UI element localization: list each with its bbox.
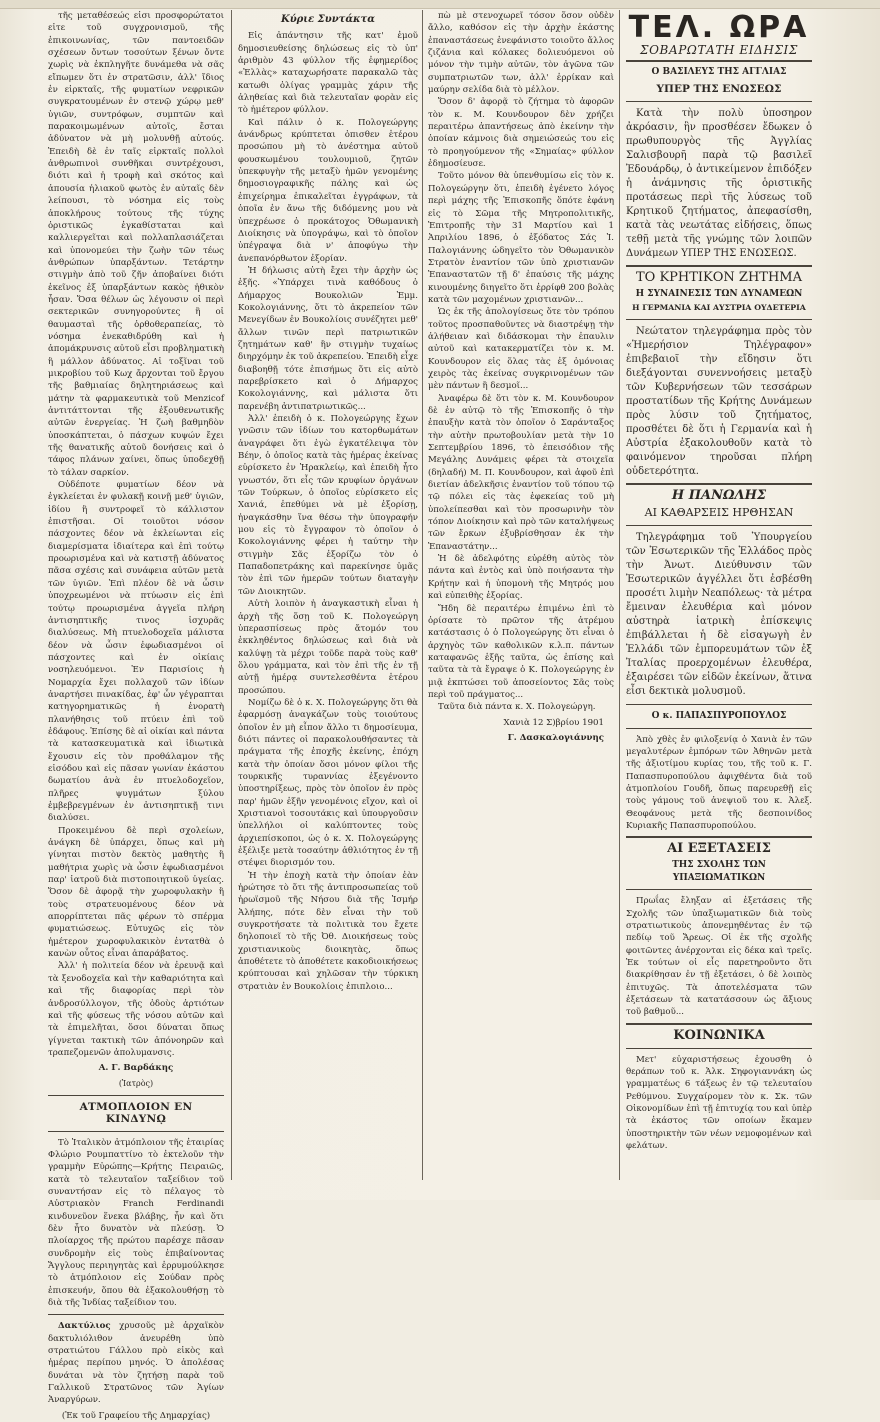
notice-paragraph	[48, 1320, 224, 1406]
letter-paragraph: Τοῦτο μόνον θὰ ὑπενθυμίσω εἰς τὸν κ. Πολογεώργην ὅτι, ἐπειδὴ ἐγένετο λόγος περὶ μάχης τῆς Ἐπισκοπῆς ὅπότε ἐφάνη εἰς τὸ Σῶμα τῆς Μητροπολιτικῆς, Ἐπιτροπῆς τὴν 31 Μαρτίου καὶ 1 Ἀπριλίου 1896, ὁ ἐξόδατος Σάς Ἰ. Παλογιάννης ὠδηγεῖτο τὸν Ὀθωμανικὸν Στρατὸν ἐναντίον τῶν ὑπὸ χριστιανῶν Ἐπαναστατῶν τῇ δ' ἐπαύσις τῆς μάχης κινουμένης διηγεῖτο ὅτι ἐρρίφθ 200 βολὰς κατὰ τῶν μαχομένων χριστιανῶν...	[428, 171, 614, 305]
article-paragraph: Ἀλλ' ἡ πολιτεία δέον νὰ ἐρευνᾷ καὶ τὰ ξενοδοχεῖα καὶ τὴν καθαριότητα καὶ καὶ τῆς διαφορίας περὶ τὸν ἀνδροσύλλογον, τῆς ὁδοὺς ἀρτιότων καὶ τῆς φύσεως τῆς νόσου αὐτῶν καὶ τὰ ἐπιμελῆται, ὅσοι δύναται ὅπως γίγνεται τακτικὴ τῶν ἀπόνοηρῶν καὶ τραπεζομενῶν ἀπολυμανσις.	[48, 961, 224, 1058]
column-1	[48, 10, 225, 1421]
letter-signature	[428, 732, 614, 744]
letter-paragraph: Ἀναφέρω δὲ ὅτι τὸν κ. Μ. Κουνδουρον δὲ ἐν αὐτῷ τὸ τῆς Ἐπισκοπῆς ὁ τὴν ἐπαυξὴν κατὰ τὸν ὁποῖον ὁ Σαράνταξος τὴν αὐτὴν πρωτοβουλίαν μετὰ τὴν 10 Σεπτεμβρίου 1896, τὸ ἐπεισόδιον τῆς Μεγάλης Δυνάμεις φέρει τὰ στοιχεῖα (δηλαδή) Μ. Π. Κουνδουρον, καὶ ἀφοῦ ἐπὶ διετίαν ἀδελκῆσις ἐναντίον τοῦ τόπου τῷ τῷ πόλει εἰς τὰς ἑφεκείας τοῦ μὴ ὑπολείπεσθαι καὶ τὸν προσωρινὴν τὸν τόπον Διοίκησιν καὶ πρὸ τῶν καταλήψεως τῶν ἔρκων ἐξυβρίσθησαν ἐκ τὴν Ἐπαναστάτην...	[428, 393, 614, 552]
news-paragraph: Μετ' εὐχαριστήσεως ἐχουσθη ὁ θεράπων τοῦ κ. Ἀλκ. Σηφογιαννάκη ὡς γραμματέως 6 τάξεως ἐν τῷ τελευταίου Ρεθύμνου. Συγχαίρομεν τὸν κ. Σκ. τῶν Οἰκονομίδων ἐπὶ τῇ ἐπιτυχίᾳ του καὶ ὑπὲρ τὰ ἑκάστος τῶν οποίων ἔκαμεν ὑποστηρικτὴν τῶν νέων νεμοφομένων καὶ φελάτων.	[626, 1054, 812, 1151]
masthead-subtitle: ΣΟΒΑΡΩΤΑΤΗ ΕΙΔΗΣΙΣ	[640, 43, 798, 57]
news-subheadline: Η ΣΥΝΑΙΝΕΣΙΣ ΤΩΝ ΔΥΝΑΜΕΩΝ	[635, 288, 803, 299]
letter-paragraph: Νομίζω δὲ ὁ κ. Χ. Πολογεώργης ὅτι θὰ ἐφαρμόσῃ ἀναγκάζων τοὺς τοιούτους ὁποῖον ἐν μὴ εἶπον ἄλλο τι δημοσίευμα, διότι πάντες οἱ παρακολουθήσαντες τὰ πράγματα τῆς ἐποχῆς ἐκείνης, ἐπόχη κατὰ τὴν ὁποίαν ὅσοι μόνον φίλοι τῆς τουρκικῆς τυραννίας ἐξεγένοντο ὑποστηρίξεως, πρὸς τὸν ὁποῖον ἐν πρὸς παρ' ἡμῶν ἐξῆν γενομένοις εἴχον, καὶ οἱ Χριστιανοὶ τοσουτάκις καὶ ὑπουργοῦσιν ὑπελλήλοι οἱ καλύπτοντες τοὺς ἀρχιεπίσκοποι, ὡς ὁ κ. Χ. Πολογεώργης ἐξέλιξε μετὰ τοσαύτην ἀθλιότητος ἐν τῇ στέψει διορισμόν του.	[238, 697, 418, 869]
letter-closing: Ταῦτα διὰ πάντα κ. Χ. Πολογεώργη.	[438, 702, 596, 713]
letter-paragraph: Αὐτὴ λοιπὸν ἡ ἀναγκαστικὴ εἶναι ἡ ἀρχὴ τῆς ὅσῃ τοῦ Κ. Πολογεώργη ὑπερασπίσεως πρὸς ἄτομόν του ἐκκληθέντος δηλώσεως καὶ διὰ νὰ καλύψῃ τὰ μέχρι τοῦδε παρὰ τοὺς καθ' ὅλου γράμματα, καὶ τὸν ἐπὶ τῆς ἐν τῇ αὐτῇ ἡμέρᾳ συντελεσθέντα ἑτέρου προσώπου.	[238, 599, 418, 696]
news-paragraph: Ἀπὸ χθὲς ἐν φιλοξενίᾳ ὁ Χανιὰ ἐν τῶν μεγαλυτέρων ἐμπόρων τῶν Ἀθηνῶν μετὰ τῆς ἀξιοτίμου κυρίας του, τῆς τοῦ κ. Γ. Παπασπυροπούλου ἀφιχθέντα διὰ τοῦ ἀτμοπλοίου Γουδῆ, ὅπως παρευρεθῇ εἰς τοὺς γάμους τοῦ ἀνεψιοῦ του κ. Ἀλεξ. Θεοφάνους μετὰ τῆς δεσποινίδος Κυριακῆς Παπασπυροπούλου.	[626, 734, 812, 832]
letter-paragraph: Καὶ πάλιν ὁ κ. Πολογεώργης ἀνάνδρως κρύπτεται ὀπισθεν ἑτέρου προσώπου μὴ τὸ ἀνέστημα αὐτοῦ φουσκωμένου τουλουμιοῦ, ζητῶν ὑπεκφυγὴν τῆς μεταξὺ ἡμῶν γενομένης δημοσιογραφικῆς πάλης καὶ ὡς ἐπιχείρημα ἐπικαλεῖται ἐγγράφων, τὰ ὁποῖα ἐν ἄνω τῆς διδόμενης μου νὰ ὑπεχρέωσε ὁ προκάτοχος Ὀθωμανικὴ Διοίκησις νὰ ὑπογράψω, καὶ τὸ ὁποῖον ὑπέγραψα διὰ ν' ἀποφύγω τὴν ἀνεπανόρθωτον ἐξορίαν.	[238, 117, 418, 264]
news-headline: ΚΟΙΝΩΝΙΚΑ	[673, 1027, 765, 1043]
article-paragraph: Οὐδέποτε φυματίων δέον νὰ ἐγκλείεται ἐν φυλακῇ κοινῇ μεθ' ὑγιῶν, ἰδίου ἢ συντροφεῖ τὸ κάλλιστον ἐπιστῆσαι. Οἱ τοιοῦτοι νόσον πάσχοντες δέον νὰ ἐκλείωνται εἰς διαμερίσματα ἰδιαίτερα καὶ ἐπὶ τούτῳ προωρισμένα καὶ νὰ κατιστῇ ἀδύνατος πᾶσα σχέσις καὶ συνάφεια αὐτῶν μετὰ τῶν ὑγιῶν. Ἐπὶ πλέον δὲ νὰ ὦσιν ὑποχρεωμένοι νὰ πτύωσιν εἰς ἐπὶ τούτῳ προωρισμένα ἀγγεῖα πλήρη ἀντισηπτικῆς τινος ἰσχυρᾶς διαλύσεως. Μὴ πτυελοδοχεῖα μάλιστα δέον νὰ ὦσιν ἐφωδιασμένοι οἱ πάσχοντες καὶ ἐν οἰκίαις νοσηλευόμενοι. Ἐν Παρισίοις ἡ Νομαρχία ἔχει πολλαχοῦ τῶν ἰδίων ἀναρτήσει πινακίδας, ἐφ' ὧν γέγραπται κατηγορηματικῶς ἡ ἐνορατὴ πλανήθησις τοῦ πτύειν ἐπὶ τοῦ ἐδάφους. Ἐπίσης δὲ αἱ οἰκίαι καὶ πάντα τὰ κατασκευματικὰ καὶ ἰδιωτικὰ ἔχουσιν εἰς τὸν προθάλαμον τῆς εἰσόδου καὶ εἰς πᾶσαν γωνίαν ἑκάστου δωματίου ἀνὰ ἐν πτυελοδοχεῖον, πλῆρες ψυγμάτων ξύλου ἐμβεβρεγμένων ἐν ἀντισηπτικῇ τινι διαλύσει.	[48, 480, 224, 824]
letter-paragraph: Ἡ δὲ ἀδελφότης εὐρέθη αὐτὸς τὸν πάντα καὶ ἐντὸς καὶ ὑπὸ ποιήσαντα τὴν Κρήτην καὶ ἡ ὑπομονὴ τῆς Μητρός μου καὶ εὐπειθὴς ἐξορίας.	[428, 554, 614, 602]
news-headline: Ο ΒΑΣΙΛΕΥΣ ΤΗΣ ΑΓΓΛΙΑΣ	[651, 67, 787, 78]
divider	[626, 319, 812, 320]
divider	[626, 836, 812, 838]
letter-paragraph: Ὡς ἐκ τῆς ἀπολογίσεως ὅτε τὸν τρόπου τοῦτος προσπαθοῦντες νὰ διαστρέψῃ τὴν ἀλήθειαν καὶ διδάσκομαι τὴν ἐπαυλιν αὐτοῦ καὶ κατακερματίζει τὸν κ. Μ. Κουνδουρον εἰς ὅλας τὰς ἐξ ὁμόνοιας χειρὸς τὰς ἐκείνας συγκρινομένων τῶν μὲν πάντων ἢ δεσμοῖ...	[428, 307, 614, 392]
column-2	[238, 10, 418, 1182]
column-3	[428, 10, 614, 1182]
divider	[626, 889, 812, 890]
news-subheadline: ΤΗΣ ΣΧΟΛΗΣ ΤΩΝ ΥΠΑΞΙΩΜΑΤΙΚΩΝ	[672, 860, 766, 883]
news-headline: Η ΠΑΝΩΛΗΣ	[671, 488, 767, 504]
divider	[48, 1314, 224, 1315]
divider	[626, 101, 812, 102]
divider	[626, 728, 812, 729]
author-signature	[48, 1062, 224, 1074]
divider	[626, 1048, 812, 1049]
news-headline: ΤΟ ΚΡΗΤΙΚΟΝ ΖΗΤΗΜΑ	[635, 269, 803, 285]
article-paragraph: τῆς μεταθέσεώς εἰσι προσφορώτατοι εἰτε τοῦ συγχρονισμοῦ, τῆς ἐπικοινωνίας, τῶν παντοειδῶν σχέσεων ὄντων τοσούτων ξένων ὄντε χωρὶς νὰ ἐκπληγῆτε δυνάμεθα νὰ σᾶς εἴπωμεν ὅτι ἐν στρατῶσιν, ἀλλ' ἴδιος ἐν εἰρκταῖς, τῆς φυματίων νεφρικῶν συγκρατουμένων ἐν στενῷ χώρῳ μεθ' ὑγιῶν, συντρόφων, συμπτῶν καὶ παρακοιμωμένων αὐτοῖς, ἔσται ἀδύνατον νὰ μὴ μολυνθῇ αὐτούς. Ἐπειδὴ δὲ ἐν ταῖς εἰρκταῖς πολλοὶ ἀνθρωπινοὶ συνθῆκαι συντρέχουσι, διότι καὶ ἡ τροφὴ καὶ σκότος καὶ ἀπουσία ἡλιακοῦ φωτὸς ἐν αὐταῖς δὲν λείπουσι, τὸ νόσημα εἰς τοὺς ἀποκλήρους τούτους τῆς τύχης ὁριστικῶς ἐγκαθίσταται καὶ καλλιεργεῖται καὶ πολλαπλασιάζεται καὶ ὑπονομεύει τὴν ζωὴν τῶν τέως ἀνθρώπων ὑπαρξάντων. Τετάρτην στιγμὴν ἀπὸ τοῦ ζῆν ἀποβαίνει διότι ἐκεῖνος ἐξ ὑπαρξάντων κακὸς ἡθικὸν ἦσαν. Ὅσα θέλων ὡς λέγουσιν οἱ περὶ σεκτερικῶν συνηγορούντες ἢ οἱ θαυμασταὶ τῆς ὁρθοθεραπείας, τὸ νόσημα ἐνεκαθιδρύθη καὶ ἡ ἀπομάκρυνσις αὐτοῦ εἶσι προβληματικὴ ἢ μάλλον ἀδύνατος. Αἱ τοξῖναι τοῦ μικροβίου τοῦ Κωχ ἄρχονται τοῦ ἔργου τῆς βαθμιαίας δηλητηριάσεως καὶ μάτην τὰ φαρμακευτικὰ τοῦ Menzicof ἀντιτάττονται τῆς ἐξουθενωτικῆς αὐτῶν ἐνεργείας. Ἡ ζωὴ βαθμηδὸν ὑποσκάπτεται, ὁ πάσχων κυψών ἔχει τῆς θανατικῆς αὐτοῦ δονήσεις καὶ ὁ τάφος πλάνων χαίνει, ὅπως ὑποδεχθῇ τὸ τάλαν σαρκίον.	[48, 11, 224, 478]
article-title: ΑΤΜΟΠΛΟΙΟΝ ΕΝ ΚΙΝΔΥΝῼ	[79, 1100, 193, 1126]
letter-salutation: Κύριε Συντάκτα	[281, 14, 375, 25]
divider	[626, 60, 812, 62]
news-headline: ΥΠΕΡ ΤΗΣ ΕΝΩΣΕΩΣ	[656, 82, 782, 95]
news-subheadline: Η ΓΕΡΜΑΝΙΑ ΚΑΙ ΑΥΣΤΡΙΑ ΟΥΔΕΤΕΡΙΑ	[632, 303, 806, 313]
article-paragraph: Προκειμένου δὲ περὶ σχολείων, ἀνάγκη δὲ ὑπάρχει, ὅπως καὶ μὴ γίνηται πιστὸν δεκτὸς μαθητὴς ἢ μαθήτρια χωρὶς νὰ ὦσιν ἐφωδιασμένοι παρ' ἰατροῦ διὰ πιστοποιητικοῦ ὑγείας. Ὅσον δὲ ἀφορᾷ τὴν χωροφυλακὴν ἢ τοὺς στρατευομένους δέον νὰ απορρίπτεται πᾶς φέρων τὸ σπέρμα φυματιώσεως. Εὐτυχῶς εἰς τὸν ἡμέτερον χωροφυλακικὸν ἐντατθὰ ὁ κανὼν οὗτος εἶναι ἀπαράβατος.	[48, 825, 224, 960]
letter-paragraph: Ἡ τὴν ἐποχὴ κατὰ τὴν ὁποίαν ἐὰν ἠρώτησε τὸ ὅτι τῆς ἀντιπροσωπείας τοῦ ἡρωϊσμοῦ τῆς Νήσου διὰ τῆς Ἰσμήρ Ἀλήπης, πότε δὲν εἶναι τὴν τοῦ συγκροτήσατε τὰ πολιτικὰ του ἔχετε δηλοποιεῖ τὸ τῆς Ὀθ. Διοικήσεως τοὺς χριστιανικοὺς διοικητὰς, ὅπως ἀποθέτετε τὸ ἀποθέτετε κακοδιοικήσεως κρύπτουσαι καὶ χηλῶσαν τὴν τύρκικη στρατιὰν ἐν Βουκολίοις ἐπιπλοιο...	[238, 870, 418, 992]
letter-paragraph: Ὅσον δ' ἀφορᾷ τὸ ζήτημα τὸ ἀφορῶν τὸν κ. Μ. Κουνδουρον δὲν χρήζει περαιτέρω ἀπαντήσεως ἀπὸ ἐκείνην τὴν ὁποίαν κάμνοις διὰ σημειώσεώς του εἰς τὸ προηγούμενον τῆς «Σημαίας» φύλλον ἐδημοσίευσε.	[428, 97, 614, 170]
divider	[626, 483, 812, 485]
divider	[626, 704, 812, 705]
news-paragraph: Κατὰ τὴν πολὺ ὑποσηρον ἀκρόασιν, ἣν προσθέσεν ἔδωκεν ὁ πρωθυπουργὸς τῆς Ἀγγλίας Σαλισβουρῆ παρὰ τῷ βασιλεῖ Ἐδουάρδῳ, ὁ ἀντικείμενον ἐπιδόξεν ἡ ἀνάμνησις τῆς ὁριστικῆς προτάσεως περὶ τῆς λύσεως τοῦ Κρητικοῦ ζητήματος, ἀπεφασίσθη, κατὰ τὰς νεωτάτας εἰδήσεις, ὅπως τεθῇ μετὰ τῆς γνώμης τῶν λοιπῶν Δυνάμεων ΥΠΕΡ ΤΗΣ ΕΝΩΣΕΩΣ.	[626, 107, 812, 259]
author-name: Α. Γ. Βαρδάκης	[98, 1063, 174, 1074]
article-paragraph: Τὸ Ἰταλικὸν ἀτμόπλοιον τῆς ἑταιρίας Φλώριο Ρουμπαττίνο τὸ ἐκτελοῦν τὴν γραμμὴν Εὐρώπης—Κρήτης Πειραιῶς, κατὰ τὸ τελευταῖον ταξείδιον τοῦ συναντήσαν εἰς τὸ πέλαγος τὸ Αὐστριακὸν Franch Ferdinandi κινδυνεῦον ἕνεκα βλάβης, ἦν καὶ ὅτι δὲν ἦτο δυνατὸν νὰ πλεύσῃ. Ὁ πλοίαρχος τῆς πρώτου παρέσχε πᾶσαν συνδρομὴν εἰς τοὺς ἐπιβαίνοντας Ἄγγλους περιηγητὰς καὶ ἐρρυμούλκησε τὸ ἀτμόπλοιον εἰς Σούδαν πρὸς ἐπισκευήν, ὅπου θὰ ἐξακολουθήσῃ τὸ διὰ τῆς Ἰνδίας ταξείδιον του.	[48, 1137, 224, 1309]
divider	[48, 1131, 224, 1132]
column-rule-3	[619, 10, 620, 1180]
divider	[626, 1023, 812, 1025]
letter-signature-name: Γ. Δασκαλογιάννης	[507, 732, 604, 743]
letter-paragraph: Ἡ δήλωσις αὐτὴ ἔχει τὴν ἀρχὴν ὡς ἑξῆς. «Ὑπάρχει τινὰ καθόδους ὁ Δήμαρχος Βουκολιῶν Ἐμμ. Κοκολογιάννης, ὅτι τὸ ἀκρεπείον τῶν Μενεγίδων ἐν Βουκολίοις συνέζητει μεθ' ἄλλων τινῶν περὶ πατριωτικῶν ζητημάτων καθ' ἣν στιγμὴν τυχαίως διηρχόμην ἐκ τοῦ ἀκρεπείου. Ἐπειδὴ εἶχε διαβοηθῇ τότε ἐπισήμως ὅτι εἰς αὐτὸ παρεβρίσκετο καὶ ὁ Δήμαρχος Κοκολογιάννης, καὶ μάλιστα ὅτι παρενέβη ἀντιπατριωτικῶς...	[238, 265, 418, 412]
news-headline: Ο κ. ΠΑΠΑΣΠΥΡΟΠΟΥΛΟΣ	[651, 711, 787, 722]
notice-source: (Ἐκ τοῦ Γραφείου τῆς Δημαρχίας)	[61, 1410, 211, 1421]
author-role: (Ἰατρὸς)	[118, 1078, 154, 1088]
notice-lead: Δακτύλιος	[58, 1321, 111, 1332]
letter-paragraph: Ἤδη δὲ περαιτέρω ἐπιμένω ἐπὶ τὸ ὁρίσατε τὸ πρῶτον τῆς ἀτρέμου κατάστασις ὁ ὁ Πολογεώργης ὅτι εἶναι ὁ ἀρχηγὸς τῶν καθολικῶν κ.λ.π. πάντων καταφανῶς ἑξῆς ταῦτα, ὡς ἐπίσης καὶ ταῦτα τὰ τὰ ἔγραψε ὁ Κ. Πολογεώργης ἐν μιᾷ ἐκπτώσει τοῦ ἀποσείοντος Σᾶς τοὺς περὶ τοῦ πράγματος...	[428, 603, 614, 700]
letter-paragraph: πὼ μὲ στενοχωρεῖ τόσον ὅσον οὐδὲν ἄλλο, καθόσον εἰς τὴν ἀρχὴν ἑκάστης ἐπαναστάσεως ἐνεφάνιστο τοιοῦτο ἄλλος ζιζάνια καὶ κόλακες δολιευόμενοι οὐ μόνον τὴν τιμὴν αὐτῶν, τὸν ἀγῶνα τῶν συμπατριωτῶν των, ἀλλ' ἐρρίκαν καὶ μαύρην σελίδα διὰ τὸ μέλλον.	[428, 11, 614, 96]
column-4	[626, 10, 812, 1182]
news-paragraph: Νεώτατον τηλεγράφημα πρὸς τὸν «Ἡμερήσιον Τηλέγραφον» ἐπιβεβαιοῖ τὴν εἴδησιν ὅτι διεξάγονται συνεννοήσεις μεταξὺ τῶν Κυβερνήσεων τῶν τεσσάρων προστατίδων τῆς Κρήτης Δυνάμεων πρὸς λύσιν τοῦ ζητήματος, προσθέτει δὲ ὅτι ἡ Γερμανία καὶ ἡ Αὐστρία ἐξακολουθοῦν κατὰ τὸ φαινόμενον τηροῦσαι πλήρη οὐδετερότητα.	[626, 326, 812, 478]
letter-paragraph: Ἀλλ' ἐπειδὴ ὁ κ. Πολογεώργης ἔχων γνῶσιν τῶν ἰδίων του κατορθωμάτων ἀναγράφει ὅτι ἐγὼ ἐγκατέλειψα τὸν Βέην, ὁ ὁποῖος κατὰ τὰς ἡμέρας ἐκείνας εὑρίσκετο ἐν Ἡρακλείῳ, καὶ ἐπειδὴ ἦτο γνωστόν, ὅτι εἷς τῶν κρυφίων ὀργάνων τῶν Τούρκων, ὁ ὁποῖος εὑρίσκετο εἰς Χανιά, ἐπεθύμει νὰ μὲ ἐξορίσῃ, ἠναγκάσθην ἵνα θέσω τὴν ὑπογραφήν μου εἰς τὸ ἔγγραφον τὸ ὁποῖον ὁ Κοκολογιάννης φέρει ἡ ταύτην τὴν στιγμὴν Σᾶς ἐξορίζω τὸν ὁ Παπαδοπετράκης καὶ παρεκίνησε ὑμᾶς τὸν ἐπὶ τῶν ἡμερῶν τούτων διαταγὴν τῶν Διοικητῶν.	[238, 414, 418, 597]
top-edge	[0, 0, 880, 9]
divider	[626, 265, 812, 267]
news-paragraph: Πρωΐας ἔληξαν αἱ ἐξετάσεις τῆς Σχολῆς τῶν ὑπαξιωματικῶν διὰ τοὺς στρατιωτικοὺς ἀπονεμηθέντας ἐν τῷ πεδίῳ τοῦ Ἄρεως. Οἱ ἐκ τῆς σχολῆς φοιτῶντες ἀνέρχονται εἰς δέκα καὶ τρεῖς. Ἐκ τούτων οἱ εἷς παρετηροῦντο ὅτι διακρίθησαν ἐν τῇ ἐξετάσει, ὁ δὲ λοιπὸς ἐπιτυχῶς. Τὰ ἀποτελέσματα τῶν ἐξετάσεων τὰ κατατάσσουν ὡς ἄξιους τοῦ βαθμοῦ...	[626, 896, 812, 1018]
latest-hour-masthead: ΤΕΛ. ΩΡΑ	[628, 10, 810, 45]
column-rule-2	[422, 10, 423, 1180]
news-paragraph: Τηλεγράφημα τοῦ Ὑπουργείου τῶν Ἐσωτερικῶν τῆς Ἑλλάδος πρὸς τὴν Ἀνωτ. Διεύθυνσιν τῶν Ἐσωτερικῶν ἀγγέλλει ὅτι ἐσβέσθη προσέτι λιμὴν Νεαπόλεως· τὰ μέτρα ἔμειναν ἐλευθέρια καὶ μόνον αὐστηρὰ ἰατρικὴ ἐπίσκεψις ἐπιβάλλεται ἡ δὲ εἰσαγωγὴ ἐν Ἑλλάδι τῶν ἐμπορευμάτων τῶν ἐξ Ἰταλίας προερχομένων ἐλευθέρα, ἐξαιρέσει τῶν εἰδῶν ἐκείνων, ἅτινα εἶσι δεκτικὰ μολυσμοῦ.	[626, 532, 812, 698]
news-subheadline: ΑΙ ΚΑΘΑΡΣΕΙΣ ΗΡΘΗΣΑΝ	[644, 506, 794, 520]
notice-text: χρυσοῦς μὲ ἀρχαϊκὸν δακτυλιόλιθον ἀνευρέθη ὑπὸ στρατιώτου Γάλλου πρὸ εἰκὸς καὶ ἡμέρας περίπου μηνός. Ὁ ἀπολέσας δυνάται νὰ τὸν ζητήσῃ παρὰ τοῦ Γαλλικοῦ Στρατῶνος τῶν Ἁγίων Ἀναργύρων.	[48, 1321, 225, 1406]
divider	[626, 525, 812, 526]
letter-paragraph: Εἰς ἀπάντησιν τῆς κατ' ἐμοῦ δημοσιευθείσης δηλώσεως εἰς τὸ ὑπ' ἀριθμὸν 43 φύλλον τῆς ἐφημερίδος «Ἑλλὰς» καταχωρήσατε παρακαλῶ τὰς κατωθι ὀλίγας γραμμὰς χάριν τῆς ἀληθείας καὶ διὰ τελευταῖαν φορὰν εἰς τὸ ἡμέτερον φύλλον.	[238, 31, 418, 116]
news-headline: ΑΙ ΕΞΕΤΑΣΕΙΣ	[667, 841, 771, 857]
letter-dateline: Χανιὰ 12 Σ)βρίου 1901	[503, 717, 604, 728]
divider	[48, 1095, 224, 1096]
column-rule-1	[231, 10, 232, 1180]
